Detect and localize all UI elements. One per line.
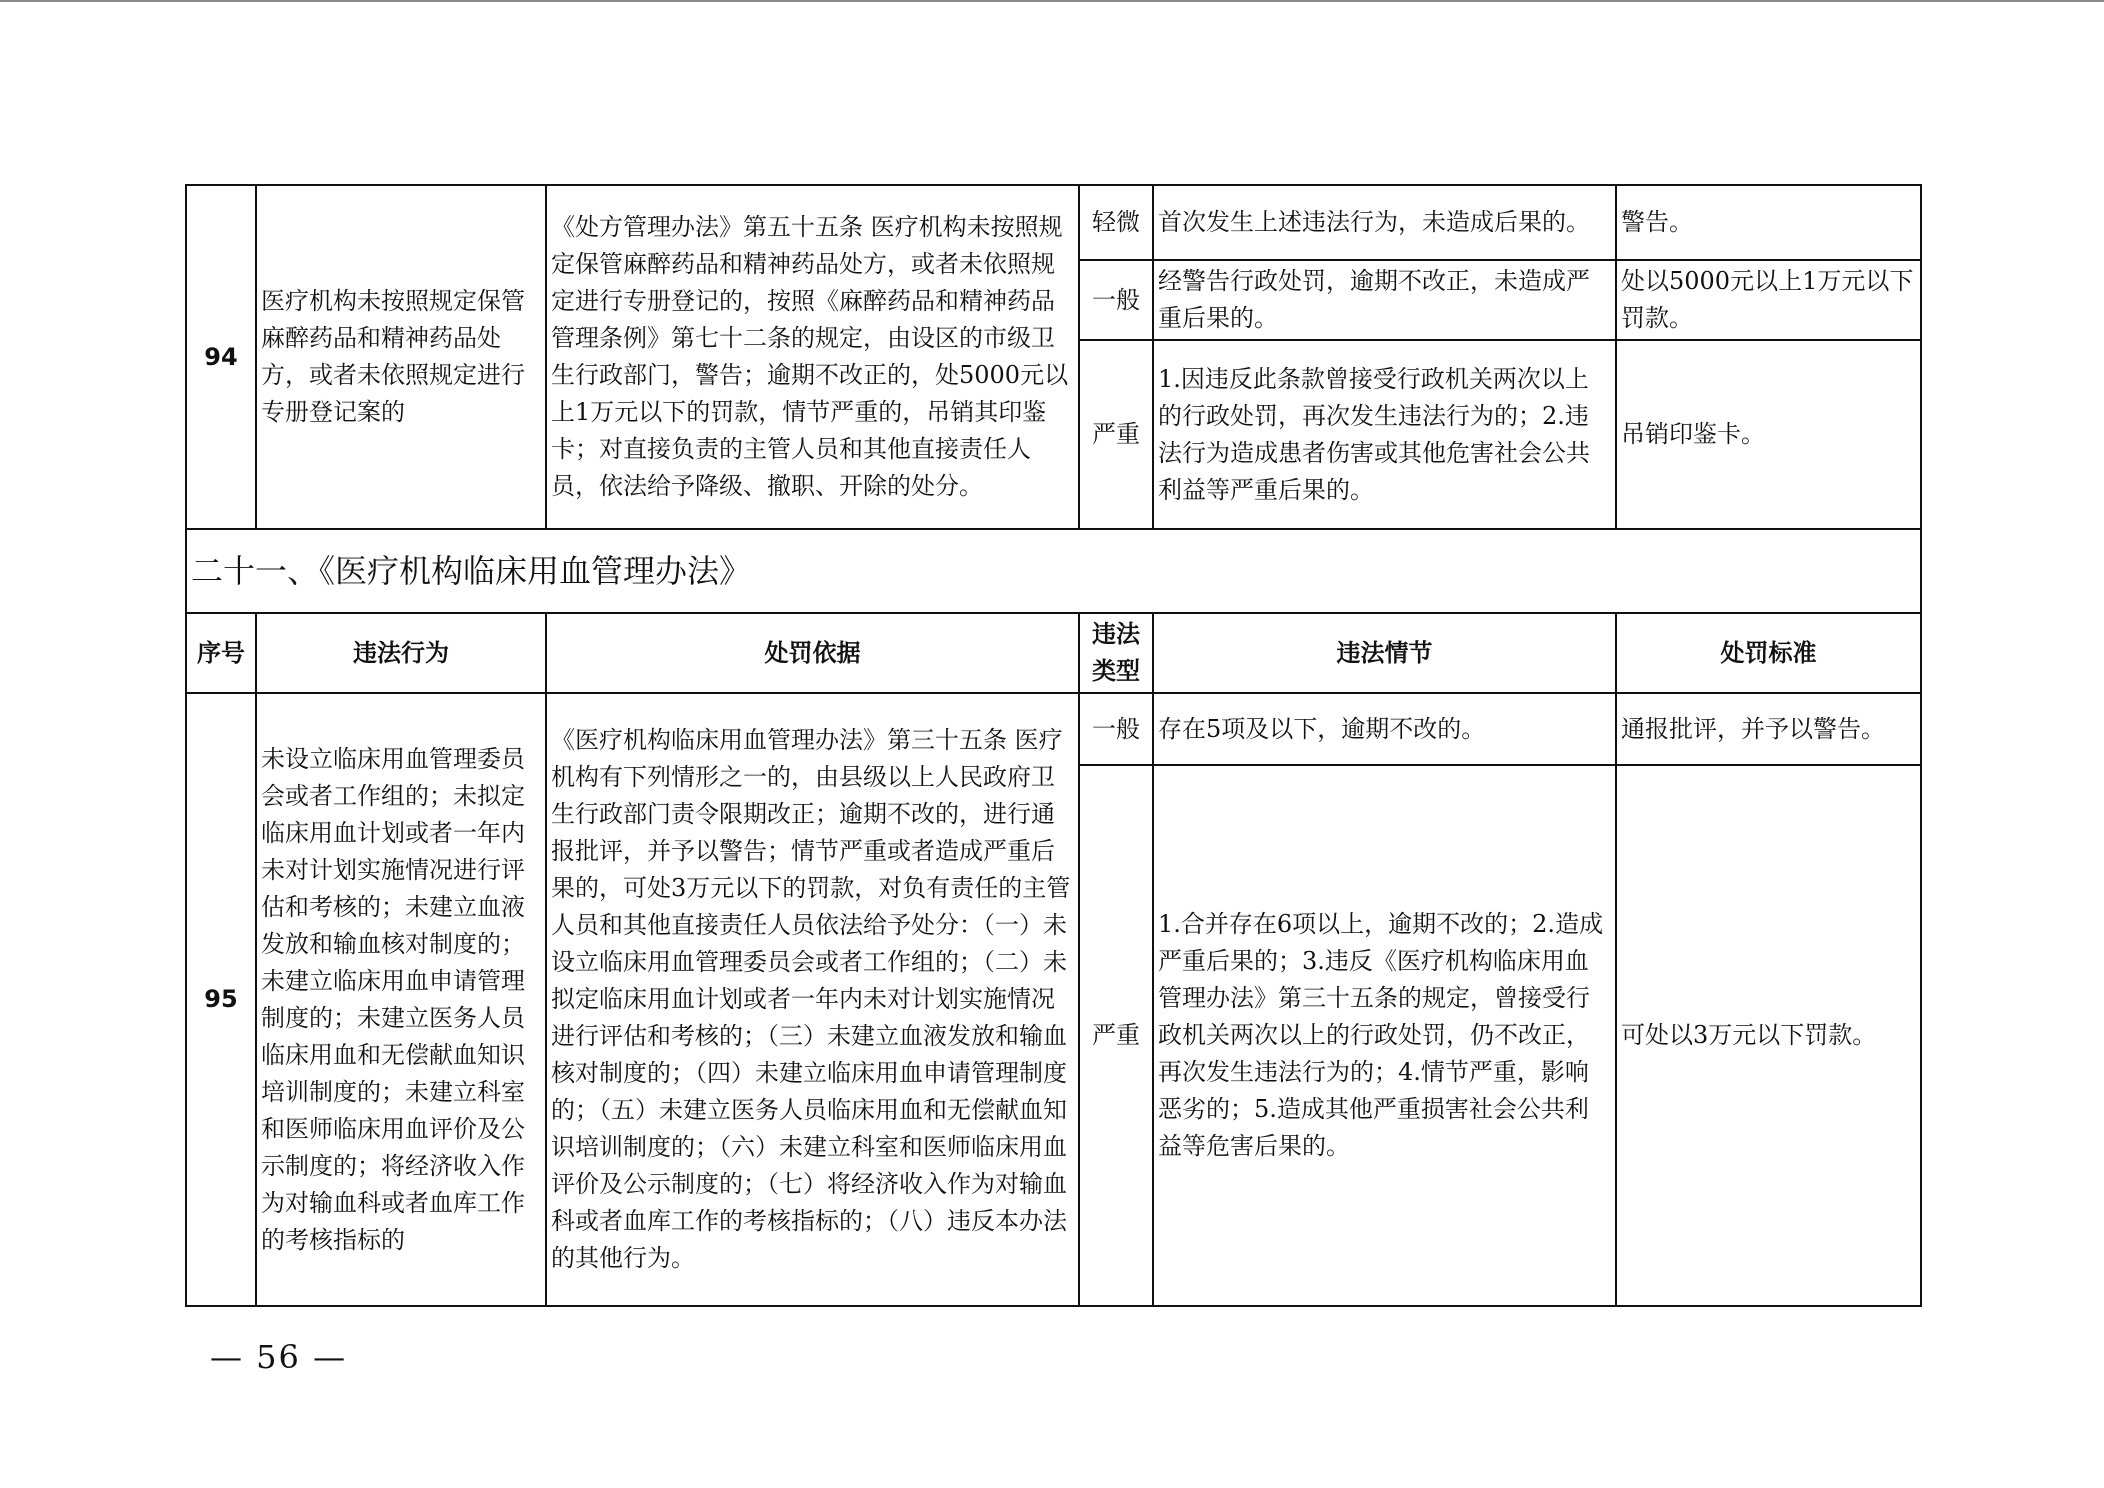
violation-cell: 医疗机构未按照规定保管麻醉药品和精神药品处方，或者未依照规定进行专册登记案的: [256, 185, 546, 529]
header-basis: 处罚依据: [546, 613, 1079, 693]
penalty-standard-cell: 警告。: [1616, 185, 1921, 260]
header-circumstance: 违法情节: [1153, 613, 1616, 693]
violation-type-cell: 一般: [1079, 260, 1153, 340]
circumstance-cell: 存在5项及以下，逾期不改的。: [1153, 693, 1616, 765]
circumstance-cell: 首次发生上述违法行为，未造成后果的。: [1153, 185, 1616, 260]
header-index: 序号: [186, 613, 256, 693]
row-number: 95: [186, 693, 256, 1306]
violation-type-cell: 轻微: [1079, 185, 1153, 260]
penalty-standard-cell: 吊销印鉴卡。: [1616, 340, 1921, 529]
violation-type-cell: 严重: [1079, 340, 1153, 529]
penalty-basis-cell: 《处方管理办法》第五十五条 医疗机构未按照规定保管麻醉药品和精神药品处方，或者未依照规定进行专册登记的，按照《麻醉药品和精神药品管理条例》第七十二条的规定，由设区的市级卫生行政部门，警告；逾期不改正的，处5000元以上1万元以下的罚款，情节严重的，吊销其印鉴卡；对直接负责的主管人员和其他直接责任人员，依法给予降级、撤职、开除的处分。: [546, 185, 1079, 529]
violation-cell: 未设立临床用血管理委员会或者工作组的；未拟定临床用血计划或者一年内未对计划实施情况进行评估和考核的；未建立血液发放和输血核对制度的；未建立临床用血申请管理制度的；未建立医务人员临床用血和无偿献血知识培训制度的；未建立科室和医师临床用血评价及公示制度的；将经济收入作为对输血科或者血库工作的考核指标的: [256, 693, 546, 1306]
row-number: 94: [186, 185, 256, 529]
page-number: — 56 —: [210, 1338, 348, 1376]
penalty-standard-cell: 通报批评，并予以警告。: [1616, 693, 1921, 765]
violation-type-cell: 一般: [1079, 693, 1153, 765]
penalty-standards-table: [185, 184, 1922, 1307]
table-header-row: [186, 613, 1921, 693]
circumstance-cell: 经警告行政处罚，逾期不改正，未造成严重后果的。: [1153, 260, 1616, 340]
header-standard: 处罚标准: [1616, 613, 1921, 693]
violation-type-cell: 严重: [1079, 765, 1153, 1306]
penalty-standard-cell: 处以5000元以上1万元以下罚款。: [1616, 260, 1921, 340]
penalty-basis-cell: 《医疗机构临床用血管理办法》第三十五条 医疗机构有下列情形之一的，由县级以上人民政府卫生行政部门责令限期改正；逾期不改的，进行通报批评，并予以警告；情节严重或者造成严重后果的，可处3万元以下的罚款，对负有责任的主管人员和其他直接责任人员依法给予处分：（一）未设立临床用血管理委员会或者工作组的；（二）未拟定临床用血计划或者一年内未对计划实施情况进行评估和考核的；（三）未建立血液发放和输血核对制度的；（四）未建立临床用血申请管理制度的；（五）未建立医务人员临床用血和无偿献血知识培训制度的；（六）未建立科室和医师临床用血评价及公示制度的；（七）将经济收入作为对输血科或者血库工作的考核指标的；（八）违反本办法的其他行为。: [546, 693, 1079, 1306]
table-row: [186, 185, 1921, 260]
header-type: 违法类型: [1079, 613, 1153, 693]
top-border-line: [0, 0, 2104, 2]
section-title-row: [186, 529, 1921, 613]
section-title: 二十一、《医疗机构临床用血管理办法》: [186, 529, 1921, 613]
circumstance-cell: 1.合并存在6项以上，逾期不改的；2.造成严重后果的；3.违反《医疗机构临床用血管理办法》第三十五条的规定，曾接受行政机关两次以上的行政处罚，仍不改正，再次发生违法行为的；4.情节严重，影响恶劣的；5.造成其他严重损害社会公共利益等危害后果的。: [1153, 765, 1616, 1306]
header-violation: 违法行为: [256, 613, 546, 693]
circumstance-cell: 1.因违反此条款曾接受行政机关两次以上的行政处罚，再次发生违法行为的；2.违法行为造成患者伤害或其他危害社会公共利益等严重后果的。: [1153, 340, 1616, 529]
table-row: [186, 693, 1921, 765]
penalty-standard-cell: 可处以3万元以下罚款。: [1616, 765, 1921, 1306]
